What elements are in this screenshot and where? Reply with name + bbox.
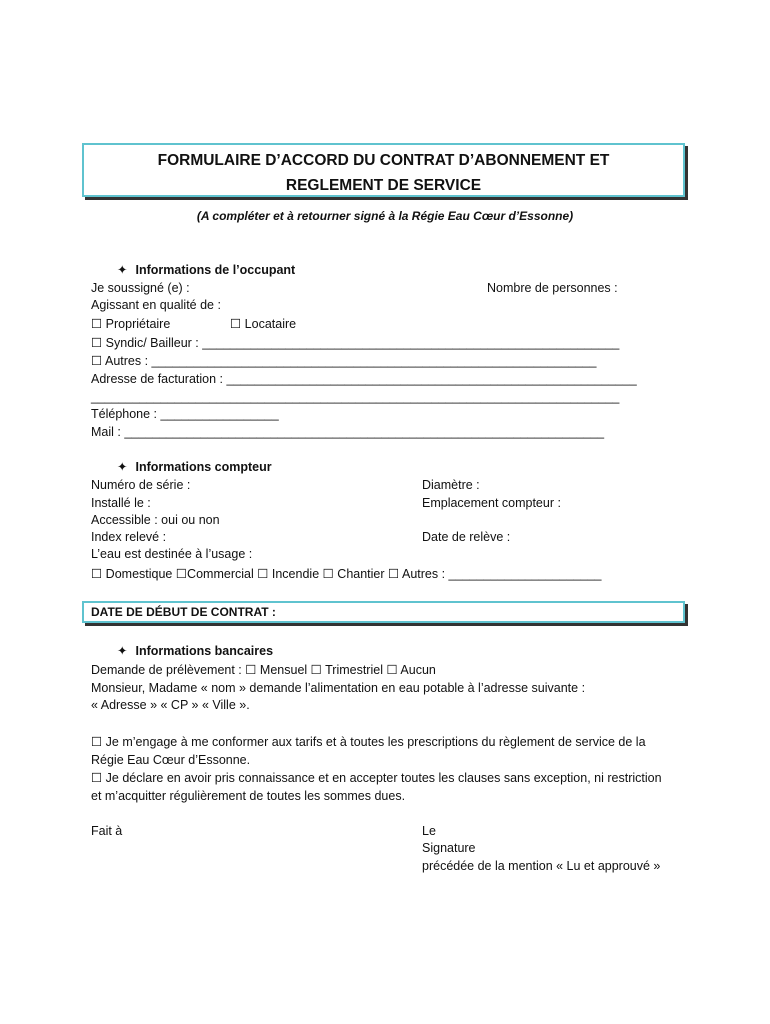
- syndic-checkbox-field[interactable]: ☐ Syndic/ Bailleur : ____________________________________________________________: [91, 336, 620, 350]
- qualite-label: Agissant en qualité de :: [91, 298, 221, 312]
- star-bullet-icon: ✦: [117, 263, 128, 277]
- signature-label: Signature: [422, 841, 476, 855]
- section-bancaire-title: Informations bancaires: [135, 644, 274, 658]
- section-bancaire-heading: [117, 643, 273, 659]
- nombre-personnes-field[interactable]: Nombre de personnes :: [487, 281, 618, 295]
- proprietaire-checkbox[interactable]: ☐ Propriétaire: [91, 317, 171, 331]
- engagement-text-2b: et m’acquitter régulièrement de toutes les sommes dues.: [91, 789, 406, 803]
- engagement-text-1b: Régie Eau Cœur d’Essonne.: [91, 753, 251, 767]
- section-occupant-heading: [117, 262, 295, 278]
- section-occupant-title: Informations de l’occupant: [135, 263, 296, 277]
- usage-label: L’eau est destinée à l’usage :: [91, 547, 253, 561]
- form-title-box: [82, 143, 685, 197]
- fait-a-field[interactable]: Fait à: [91, 824, 123, 838]
- date-debut-box[interactable]: [82, 601, 685, 623]
- accessible-field[interactable]: Accessible : oui ou non: [91, 513, 220, 527]
- mention-label: précédée de la mention « Lu et approuvé »: [422, 859, 661, 873]
- star-bullet-icon: ✦: [117, 644, 128, 658]
- emplacement-field[interactable]: Emplacement compteur :: [422, 496, 561, 510]
- adresse-text: « Adresse » « CP » « Ville ».: [91, 698, 250, 712]
- date-releve-field[interactable]: Date de relève :: [422, 530, 511, 544]
- engagement-checkbox-1[interactable]: ☐ Je m’engage à me conformer aux tarifs et à toutes les prescriptions du règlement de service de la: [91, 735, 646, 749]
- installe-field[interactable]: Installé le :: [91, 496, 151, 510]
- adresse-facturation-field[interactable]: Adresse de facturation : ___________________________________________________________: [91, 372, 637, 386]
- soussigne-field[interactable]: Je soussigné (e) :: [91, 281, 190, 295]
- section-compteur-heading: [117, 459, 272, 475]
- autres-checkbox-field[interactable]: ☐ Autres : ________________________________________________________________: [91, 354, 597, 368]
- monsieur-text: Monsieur, Madame « nom » demande l’alimentation en eau potable à l’adresse suivante :: [91, 681, 586, 695]
- numero-serie-field[interactable]: Numéro de série :: [91, 478, 191, 492]
- star-bullet-icon: ✦: [117, 460, 128, 474]
- locataire-checkbox[interactable]: ☐ Locataire: [230, 317, 297, 331]
- index-field[interactable]: Index relevé :: [91, 530, 167, 544]
- adresse-facturation-line2[interactable]: ____________________________________________________________________________: [91, 390, 620, 404]
- date-debut-label: DATE DE DÉBUT DE CONTRAT :: [91, 605, 276, 619]
- mail-field[interactable]: Mail : _____________________________________________________________________: [91, 425, 605, 439]
- le-field[interactable]: Le: [422, 824, 436, 838]
- form-title-line1: FORMULAIRE D’ACCORD DU CONTRAT D’ABONNEMENT ET: [157, 152, 610, 169]
- section-compteur-title: Informations compteur: [135, 460, 272, 474]
- usage-options[interactable]: ☐ Domestique ☐Commercial ☐ Incendie ☐ Chantier ☐ Autres : ______________________: [91, 567, 602, 581]
- diametre-field[interactable]: Diamètre :: [422, 478, 480, 492]
- engagement-checkbox-2[interactable]: ☐ Je déclare en avoir pris connaissance et en accepter toutes les clauses sans exception, ni restriction: [91, 771, 662, 785]
- prelevement-options[interactable]: Demande de prélèvement : ☐ Mensuel ☐ Trimestriel ☐ Aucun: [91, 663, 436, 677]
- telephone-field[interactable]: Téléphone : _________________: [91, 407, 279, 421]
- form-subtitle: (A compléter et à retourner signé à la Régie Eau Cœur d’Essonne): [196, 209, 574, 223]
- form-title-line2: REGLEMENT DE SERVICE: [285, 177, 482, 194]
